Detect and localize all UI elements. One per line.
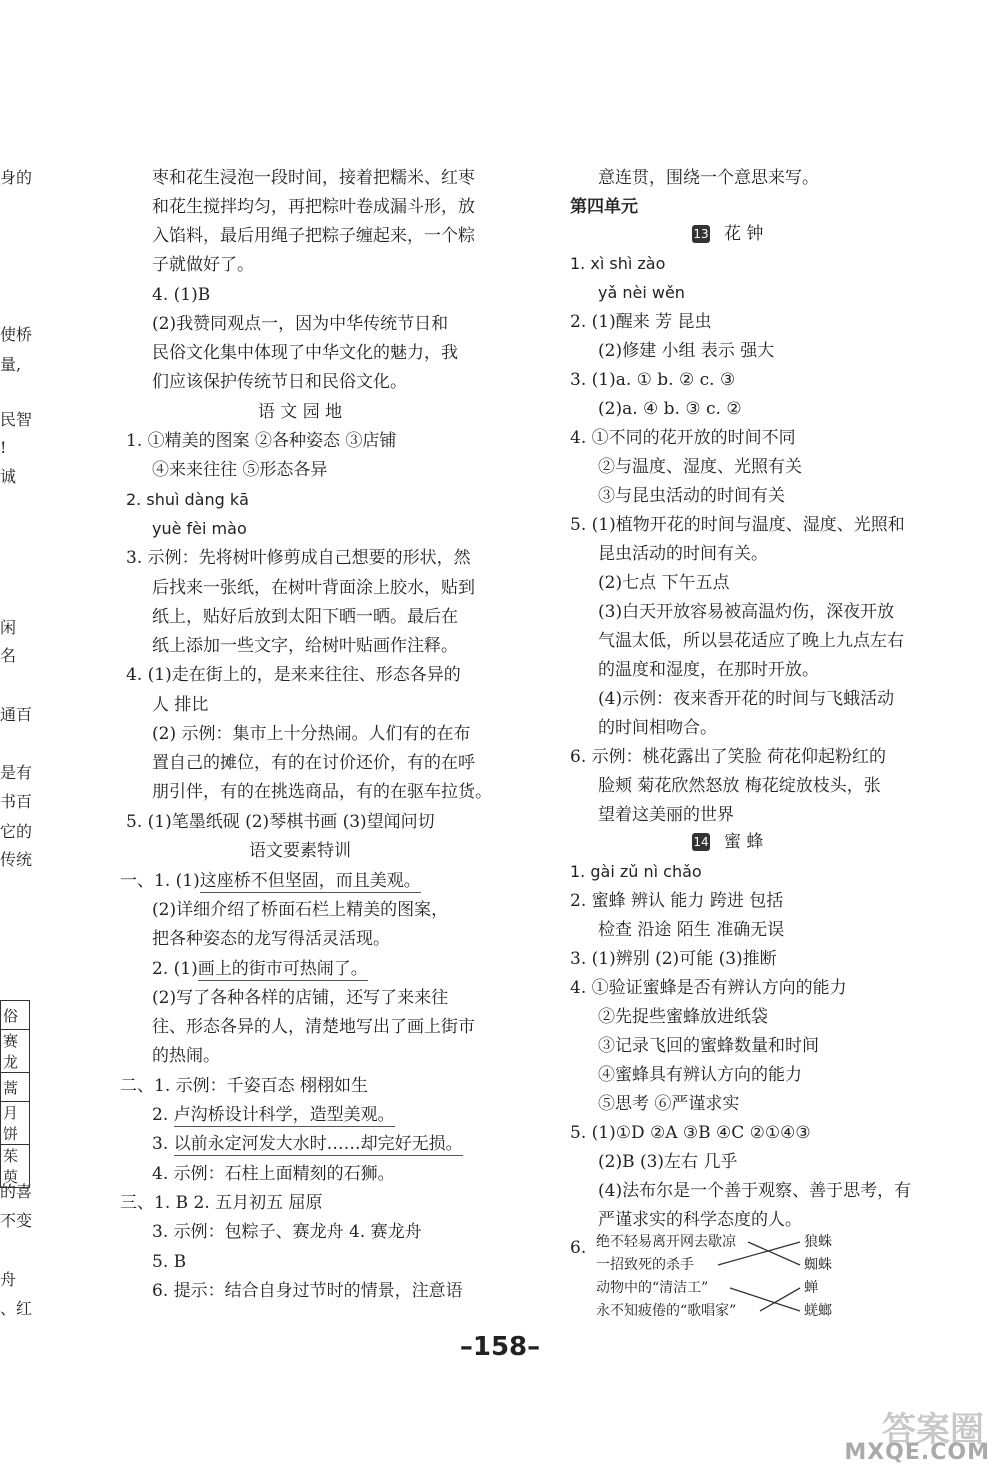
item-prefix: 2. bbox=[152, 1105, 174, 1125]
fragment: 是有 bbox=[0, 763, 33, 782]
text-line: 的温度和湿度，在那时开放。 bbox=[598, 660, 819, 680]
table-cell: 俗 bbox=[1, 1001, 30, 1030]
text-line: 检查 沿途 陌生 准确无误 bbox=[598, 920, 785, 940]
match-right-item: 蝉 bbox=[804, 1280, 818, 1296]
table-cell: 蒿 bbox=[1, 1073, 30, 1102]
fragment: 不变 bbox=[0, 1211, 33, 1230]
text-line: (2)写了各种各样的店铺，还写了来来往 bbox=[152, 988, 449, 1008]
fragment: 的喜 bbox=[0, 1182, 33, 1201]
text-line: 3. (1)a. ① b. ② c. ③ bbox=[570, 370, 736, 390]
text-line: (2)B (3)左右 几乎 bbox=[598, 1152, 738, 1172]
match-left-item: 一招致死的杀手 bbox=[596, 1257, 694, 1273]
lesson-number-badge: 13 bbox=[693, 227, 709, 241]
text-line: 5. (1)植物开花的时间与温度、湿度、光照和 bbox=[570, 515, 905, 535]
text-line: (2)详细介绍了桥面石栏上精美的图案， bbox=[152, 900, 449, 920]
section-title: 语文要素特训 bbox=[249, 841, 351, 861]
pinyin-line: 1. xì shì zào bbox=[570, 254, 666, 273]
match-left-item: 动物中的“清洁工” bbox=[596, 1280, 709, 1296]
text-line: ②与温度、湿度、光照有关 bbox=[598, 457, 802, 477]
text-line: 子就做好了。 bbox=[152, 255, 254, 275]
text-line: 三、1. B 2. 五月初五 屈原 bbox=[120, 1193, 323, 1213]
match-right-item: 狼蛛 bbox=[804, 1234, 832, 1250]
text-line: ③记录飞回的蜜蜂数量和时间 bbox=[598, 1036, 819, 1056]
page-number: –158– bbox=[459, 1332, 541, 1362]
item-number: 6. bbox=[570, 1238, 587, 1258]
fragment: 通百 bbox=[0, 705, 33, 724]
text-line: 4. (1)B bbox=[152, 285, 211, 305]
fragment: 它的 bbox=[0, 822, 33, 841]
text-line: ⑤思考 ⑥严谨求实 bbox=[598, 1094, 740, 1114]
text-line: 3. (1)辨别 (2)可能 (3)推断 bbox=[570, 949, 777, 969]
text-line: 脸颊 菊花欣然怒放 梅花绽放枝头，张 bbox=[598, 776, 881, 796]
text-line: 望着这美丽的世界 bbox=[598, 805, 734, 825]
section-title: 语 文 园 地 bbox=[257, 402, 343, 422]
fragment: 使桥 bbox=[0, 325, 33, 344]
text-line: 枣和花生浸泡一段时间，接着把糯米、红枣 bbox=[152, 168, 475, 188]
lesson-name: 蜜 蜂 bbox=[724, 832, 764, 852]
text-line: 和花生搅拌均匀，再把粽叶卷成漏斗形，放 bbox=[152, 197, 475, 217]
pinyin-line: 2. shuì dàng kā bbox=[126, 490, 249, 509]
text-line: (4)法布尔是一个善于观察、善于思考，有 bbox=[598, 1181, 912, 1201]
text-line: 1. ①精美的图案 ②各种姿态 ③店铺 bbox=[126, 431, 397, 451]
text-line: 置自己的摊位，有的在讨价还价，有的在呼 bbox=[152, 753, 475, 773]
site-watermark bbox=[800, 1400, 1000, 1471]
text-line: 气温太低，所以昙花适应了晚上九点左右 bbox=[598, 631, 904, 651]
match-left-item: 永不知疲倦的“歌唱家” bbox=[596, 1303, 737, 1319]
text-line: 2. (1)醒来 芳 昆虫 bbox=[570, 312, 712, 332]
fragment: 身的 bbox=[0, 168, 33, 187]
match-right-item: 蜘蛛 bbox=[804, 1257, 832, 1273]
text-line: 4. 示例：石柱上面精刻的石狮。 bbox=[152, 1164, 395, 1184]
text-line: 入馅料，最后用绳子把粽子缠起来，一个粽 bbox=[152, 226, 475, 246]
underlined-answer: 以前永定河发大水时……却完好无损。 bbox=[173, 1134, 463, 1154]
match-right-item: 蜣螂 bbox=[804, 1303, 832, 1319]
text-line: 昆虫活动的时间有关。 bbox=[598, 544, 768, 564]
text-line: 3. 示例：先将树叶修剪成自己想要的形状，然 bbox=[126, 548, 471, 568]
text-line: ③与昆虫活动的时间有关 bbox=[598, 486, 785, 506]
text-line: 人 排比 bbox=[152, 695, 209, 715]
text-line: 们应该保护传统节日和民俗文化。 bbox=[152, 372, 407, 392]
text-line: (2)修建 小组 表示 强大 bbox=[598, 341, 775, 361]
text-line: 后找来一张纸，在树叶背面涂上胶水，贴到 bbox=[152, 578, 475, 598]
text-line: 5. (1)①D ②A ③B ④C ②①④③ bbox=[570, 1123, 811, 1143]
pinyin-line: yuè fèi mào bbox=[152, 519, 247, 538]
fragment: 书百 bbox=[0, 792, 33, 811]
underlined-answer: 卢沟桥设计科学，造型美观。 bbox=[173, 1105, 395, 1125]
text-line: (4)示例：夜来香开花的时间与飞蛾活动 bbox=[598, 689, 895, 709]
item-prefix: 3. bbox=[152, 1134, 174, 1154]
text-line: 严谨求实的科学态度的人。 bbox=[598, 1210, 802, 1230]
fragment: ! bbox=[0, 438, 7, 457]
text-line: 2. 蜜蜂 辨认 能力 跨进 包括 bbox=[570, 891, 784, 911]
fragment: 民智 bbox=[0, 410, 33, 429]
text-line: ②先捉些蜜蜂放进纸袋 bbox=[598, 1007, 768, 1027]
text-line: 5. B bbox=[152, 1252, 187, 1272]
text-line: (2) 示例：集市上十分热闹。人们有的在布 bbox=[152, 724, 471, 744]
fragment: 传统 bbox=[0, 850, 33, 869]
text-line: 6. 示例：桃花露出了笑脸 荷花仰起粉红的 bbox=[570, 747, 887, 767]
text-line: 纸上，贴好后放到太阳下晒一晒。最后在 bbox=[152, 607, 458, 627]
fragment: 舟 bbox=[0, 1270, 17, 1289]
text-line: 5. (1)笔墨纸砚 (2)琴棋书画 (3)望闻问切 bbox=[126, 812, 435, 832]
text-line: 4. (1)走在街上的，是来来往往、形态各异的 bbox=[126, 665, 461, 685]
text-line: 意连贯，围绕一个意思来写。 bbox=[598, 168, 819, 188]
text-line: ④来来往往 ⑤形态各异 bbox=[152, 460, 328, 480]
text-line: 民俗文化集中体现了中华文化的魅力，我 bbox=[152, 343, 458, 363]
text-line: (2)我赞同观点一，因为中华传统节日和 bbox=[152, 314, 449, 334]
text-line: 二、1. 示例：千姿百态 栩栩如生 bbox=[120, 1076, 369, 1096]
text-line: 的时间相吻合。 bbox=[598, 718, 717, 738]
match-left-item: 绝不轻易离开网去歇凉 bbox=[596, 1234, 736, 1250]
text-line: 4. ①不同的花开放的时间不同 bbox=[570, 428, 796, 448]
item-prefix: 一、1. (1) bbox=[120, 871, 200, 891]
watermark-url: MXQE.COM bbox=[844, 1440, 990, 1465]
watermark-logo: 答案圈 bbox=[882, 1410, 984, 1450]
table-cell: 赛龙 bbox=[1, 1030, 30, 1073]
text-line: 纸上添加一些文字，给树叶贴画作注释。 bbox=[152, 636, 458, 656]
text-line: 往、形态各异的人，清楚地写出了画上街市 bbox=[152, 1017, 475, 1037]
text-line: (3)白天开放容易被高温灼伤，深夜开放 bbox=[598, 602, 895, 622]
text-line: 3. 示例：包粽子、赛龙舟 4. 赛龙舟 bbox=[152, 1222, 422, 1242]
underlined-answer: 这座桥不但坚固，而且美观。 bbox=[199, 871, 421, 891]
fragment: 闲 bbox=[0, 618, 17, 637]
text-line: 把各种姿态的龙写得活灵活现。 bbox=[152, 929, 390, 949]
pinyin-line: yǎ nèi wěn bbox=[598, 283, 685, 302]
fragment: 量, bbox=[0, 355, 22, 374]
lesson-number-badge: 14 bbox=[693, 835, 709, 849]
table-cell: 月饼 bbox=[1, 1102, 30, 1145]
match-line bbox=[748, 1242, 800, 1265]
item-prefix: 2. (1) bbox=[152, 959, 198, 979]
table-cell: 茱萸 bbox=[1, 1145, 30, 1188]
text-line: 4. ①验证蜜蜂是否有辨认方向的能力 bbox=[570, 978, 847, 998]
text-line: ④蜜蜂具有辨认方向的能力 bbox=[598, 1065, 802, 1085]
pinyin-line: 1. gài zǔ nì chǎo bbox=[570, 862, 702, 881]
unit-title: 第四单元 bbox=[570, 197, 638, 217]
text-line: (2)a. ④ b. ③ c. ② bbox=[598, 399, 742, 419]
text-line: 的热闹。 bbox=[152, 1046, 220, 1066]
match-line bbox=[718, 1242, 800, 1265]
fragment: 名 bbox=[0, 646, 17, 665]
lesson-name: 花 钟 bbox=[724, 224, 764, 244]
text-line: 6. 提示：结合自身过节时的情景，注意语 bbox=[152, 1281, 463, 1301]
text-line: 朋引伴，有的在挑选商品，有的在驱车拉货。 bbox=[152, 782, 492, 802]
text-line: (2)七点 下午五点 bbox=[598, 573, 730, 593]
fragment: 、红 bbox=[0, 1299, 33, 1318]
underlined-answer: 画上的街市可热闹了。 bbox=[197, 959, 368, 979]
fragment: 诚 bbox=[0, 467, 17, 486]
